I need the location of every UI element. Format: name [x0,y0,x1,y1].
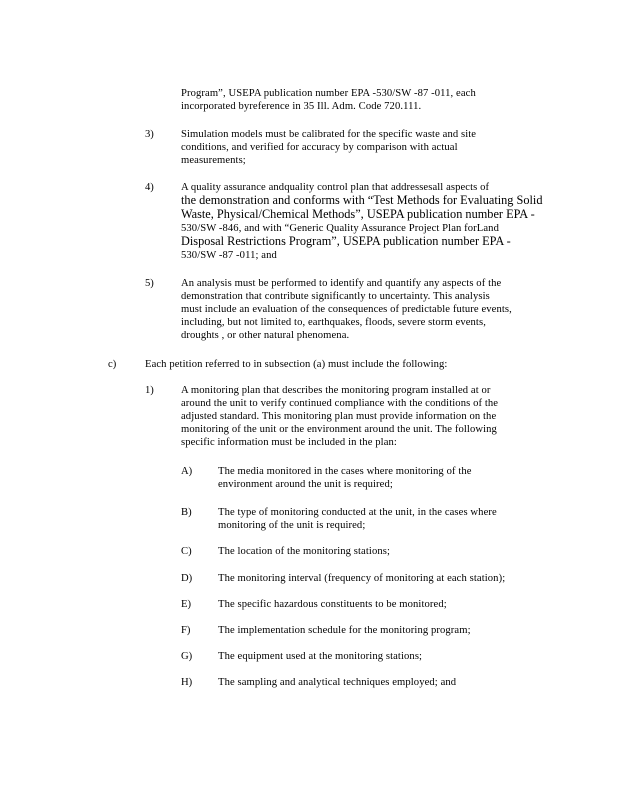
subitem-b-label: B) [181,507,192,518]
item-5-text [181,277,512,342]
text-line: The implementation schedule for the monitoring program; [218,625,471,636]
subitem-e-label: E) [181,599,191,610]
text-line: 530/SW -846, and with “Generic Quality Assurance Project Plan forLand [181,223,499,234]
text-line: incorporated byreference in 35 Ill. Adm. Code 720.111. [181,101,422,112]
text-line: demonstration that contribute significantly to uncertainty. This analysis [181,291,490,302]
text-line: adjusted standard. This monitoring plan must provide information on the [181,411,497,422]
c1-text [181,384,498,449]
text-line: The media monitored in the cases where monitoring of the [218,466,472,477]
item-4-text-b [181,193,543,221]
text-line: around the unit to verify continued compliance with the conditions of the [181,398,499,409]
subitem-h-label: H) [181,677,193,688]
subitem-g-text [218,650,422,663]
c1-label: 1) [145,385,154,396]
text-line: The specific hazardous constituents to be monitored; [218,599,447,610]
text-line: Disposal Restrictions Program”, USEPA publication number EPA - [181,234,511,248]
subitem-e-text [218,598,447,611]
subitem-h-text [218,676,456,689]
subitem-d-label: D) [181,573,193,584]
text-line: monitoring of the unit is required; [218,520,366,531]
section-c-label: c) [108,359,117,370]
text-line: Waste, Physical/Chemical Methods”, USEPA publication number EPA - [181,207,535,221]
text-line: The location of the monitoring stations; [218,546,390,557]
item-4-text-e [181,249,277,262]
text-line: A monitoring plan that describes the monitoring program installed at or [181,385,491,396]
continuation-paragraph [181,87,476,113]
subitem-c-label: C) [181,546,192,557]
subitem-f-label: F) [181,625,191,636]
text-line: specific information must be included in the plan: [181,437,397,448]
text-line: monitoring of the unit or the environment around the unit. The following [181,424,497,435]
subitem-c-text [218,545,390,558]
text-line: The equipment used at the monitoring stations; [218,651,423,662]
item-5-label: 5) [145,278,154,289]
text-line: must include an evaluation of the consequences of predictable future events, [181,304,512,315]
subitem-f-text [218,624,471,637]
item-3-label: 3) [145,129,154,140]
text-line: A quality assurance andquality control plan that addressesall aspects of [181,182,490,193]
text-line: 530/SW -87 -011; and [181,250,277,261]
subitem-d-text [218,572,505,585]
text-line: An analysis must be performed to identify and quantify any aspects of the [181,278,502,289]
subitem-g-label: G) [181,651,193,662]
text-line: The type of monitoring conducted at the unit, in the cases where [218,507,497,518]
subitem-a-label: A) [181,466,193,477]
text-line: including, but not limited to, earthquakes, floods, severe storm events, [181,317,486,328]
item-4-text-d [181,234,511,248]
text-line: Each petition referred to in subsection (a) must include the following: [145,359,448,370]
text-line: the demonstration and conforms with “Test Methods for Evaluating Solid [181,193,543,207]
text-line: droughts , or other natural phenomena. [181,330,350,341]
subitem-b-text [218,506,497,532]
text-line: conditions, and verified for accuracy by comparison with actual [181,142,458,153]
text-line: environment around the unit is required; [218,479,393,490]
text-line: Program”, USEPA publication number EPA -530/SW -87 -011, each [181,88,476,99]
text-line: Simulation models must be calibrated for the specific waste and site [181,129,477,140]
text-line: The monitoring interval (frequency of monitoring at each station); [218,573,506,584]
text-line: The sampling and analytical techniques employed; and [218,677,457,688]
item-4-label: 4) [145,182,154,193]
section-c-text [145,358,447,371]
text-line: measurements; [181,155,246,166]
item-3-text [181,128,476,167]
subitem-a-text [218,465,472,491]
